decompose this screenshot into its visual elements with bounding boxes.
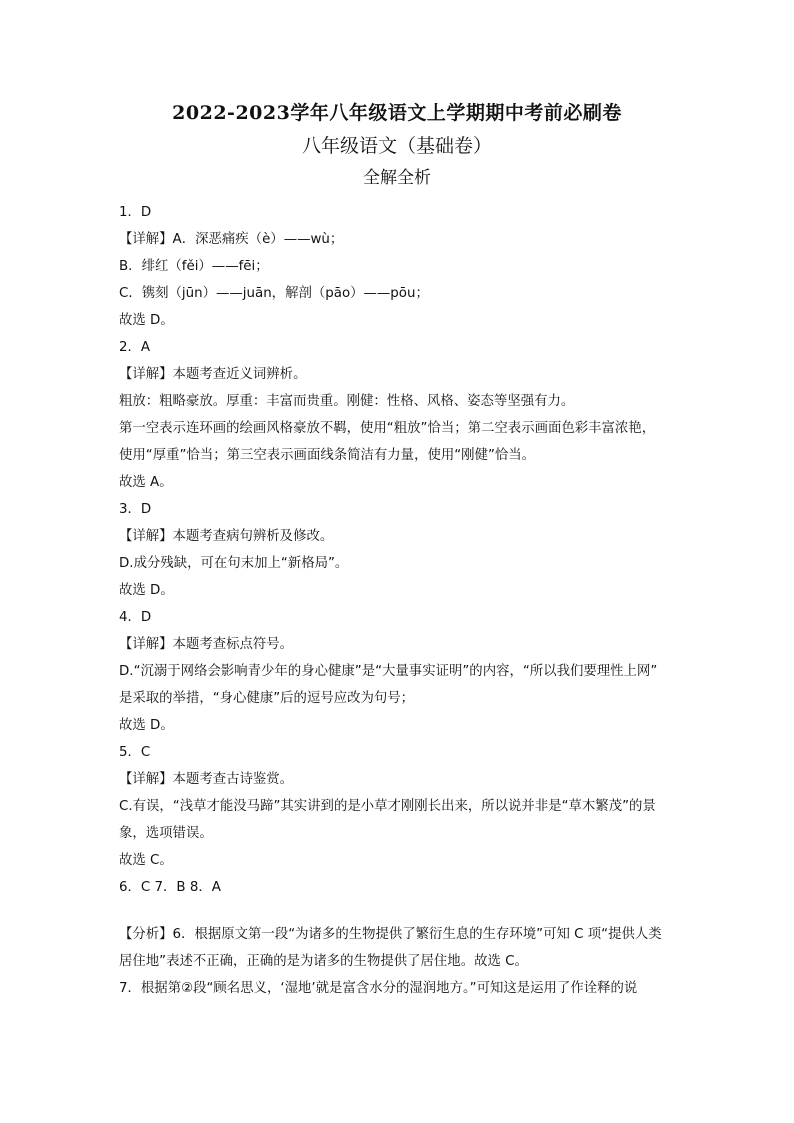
answer-line: 是采取的举措，“身心健康”后的逗号应改为句号； — [119, 691, 415, 706]
answer-line: 【详解】A．深恶痛疾（è）——wù； — [119, 232, 344, 247]
answer-line: 故选 D。 — [119, 583, 174, 598]
answer-line: C．镌刻（jūn）——juān，解剖（pāo）——pōu； — [119, 286, 429, 301]
answer-line: D.“沉溺于网络会影响青少年的身心健康”是“大量事实证明”的内容，“所以我们要理性上网” — [119, 664, 658, 679]
section-heading: 全解全析 — [363, 168, 431, 188]
answer-line: C.有误，“浅草才能没马蹄”其实讲到的是小草才刚刚长出来，所以说并非是“草木繁茂”的景 — [119, 799, 656, 814]
answer-line: 6．C 7．B 8．A — [119, 880, 221, 895]
answer-line: 故选 D。 — [119, 313, 174, 328]
paragraph-gap — [119, 901, 677, 921]
document-subtitle: 八年级语文（基础卷） — [301, 135, 492, 157]
analysis-line: 居住地”表述不正确，正确的是为诸多的生物提供了居住地。故选 C。 — [119, 954, 528, 969]
answer-line: 象，选项错误。 — [119, 826, 213, 841]
answer-line: 1．D — [119, 205, 152, 220]
answer-body — [119, 199, 677, 1002]
answer-line: B．绯红（fěi）——fēi； — [119, 259, 269, 274]
answer-line: 4．D — [119, 610, 152, 625]
answer-line: 【详解】本题考查病句辨析及修改。 — [119, 529, 334, 544]
answer-line: 故选 A。 — [119, 475, 173, 490]
answer-line: 5．C — [119, 745, 151, 760]
analysis-line: 【分析】6．根据原文第一段“为诸多的生物提供了繁衍生息的生存环境”可知 C 项“提供人类 — [119, 927, 662, 942]
document-title: 2022-2023学年八年级语文上学期期中考前必刷卷 — [172, 102, 622, 124]
answer-line: 第一空表示连环画的绘画风格豪放不羁，使用“粗放”恰当；第二空表示画面色彩丰富浓艳， — [119, 421, 656, 436]
answer-line: 2．A — [119, 340, 151, 355]
answer-line: 【详解】本题考查近义词辨析。 — [119, 367, 307, 382]
answer-line: 故选 C。 — [119, 853, 173, 868]
analysis-line: 7．根据第②段“顾名思义，‘湿地’就是富含水分的湿润地方。”可知这是运用了作诠释的说 — [119, 981, 638, 996]
answer-line: 3．D — [119, 502, 152, 517]
answer-line: 粗放：粗略豪放。厚重：丰富而贵重。刚健：性格、风格、姿态等坚强有力。 — [119, 394, 575, 409]
answer-line: 使用“厚重”恰当；第三空表示画面线条简洁有力量，使用“刚健”恰当。 — [119, 448, 536, 463]
answer-line: 【详解】本题考查古诗鉴赏。 — [119, 772, 294, 787]
answer-line: 故选 D。 — [119, 718, 174, 733]
answer-line: 【详解】本题考查标点符号。 — [119, 637, 294, 652]
answer-line: D.成分残缺，可在句末加上“新格局”。 — [119, 556, 349, 571]
